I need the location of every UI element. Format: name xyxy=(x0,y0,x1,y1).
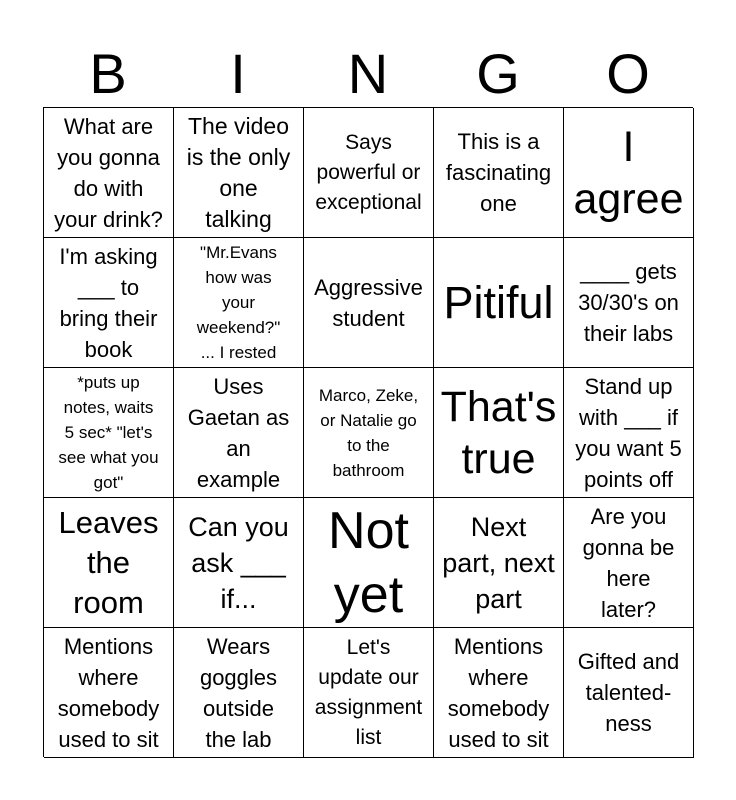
cell-text: Stand up with ___ if you want 5 points off xyxy=(575,373,682,492)
bingo-cell[interactable] xyxy=(44,498,174,628)
cell-text: Says powerful or exceptional xyxy=(315,130,422,214)
header-letter-i: I xyxy=(230,42,246,105)
bingo-cell[interactable] xyxy=(434,238,564,368)
bingo-cell[interactable] xyxy=(564,108,694,238)
bingo-cell[interactable] xyxy=(434,498,564,628)
bingo-cell[interactable] xyxy=(174,368,304,498)
bingo-cell[interactable] xyxy=(44,628,174,758)
cell-text: Mentions where somebody used to sit xyxy=(57,633,160,752)
cell-text: Can you ask ___ if... xyxy=(188,511,289,614)
cell-text: What are you gonna do with your drink? xyxy=(54,113,163,232)
cell-text: Let's update our assignment list xyxy=(314,635,423,749)
bingo-cell[interactable] xyxy=(44,238,174,368)
bingo-cell[interactable] xyxy=(174,108,304,238)
cell-text: Uses Gaetan as an example xyxy=(187,373,290,492)
bingo-cell[interactable] xyxy=(304,368,434,498)
bingo-cell[interactable] xyxy=(434,628,564,758)
cell-text: That's true xyxy=(440,382,557,483)
cell-text: Aggressive student xyxy=(314,274,423,331)
cell-text: Gifted and talented- ness xyxy=(577,649,680,736)
bingo-cell[interactable] xyxy=(174,238,304,368)
cell-text: Mentions where somebody used to sit xyxy=(447,633,550,752)
bingo-cell[interactable] xyxy=(304,628,434,758)
bingo-cell[interactable] xyxy=(304,238,434,368)
bingo-cell[interactable] xyxy=(434,108,564,238)
cell-text: I'm asking ___ to bring their book xyxy=(59,243,158,362)
bingo-cell[interactable] xyxy=(304,108,434,238)
bingo-cell[interactable] xyxy=(174,498,304,628)
cell-text: Pitiful xyxy=(443,277,554,328)
cell-text: This is a fascinating one xyxy=(445,129,552,216)
bingo-cell[interactable] xyxy=(434,368,564,498)
bingo-cell[interactable] xyxy=(44,368,174,498)
cell-text: Next part, next part xyxy=(442,511,555,614)
header-letter-n: N xyxy=(347,42,389,105)
bingo-cell[interactable] xyxy=(564,368,694,498)
cell-text: ____ gets 30/30's on their labs xyxy=(578,259,679,346)
bingo-grid xyxy=(43,107,693,757)
cell-text: Wears goggles outside the lab xyxy=(199,633,278,752)
cell-text: *puts up notes, waits 5 sec* "let's see what you got" xyxy=(58,373,159,492)
bingo-cell[interactable] xyxy=(564,628,694,758)
cell-text: Marco, Zeke, or Natalie go to the bathroom xyxy=(318,385,419,480)
bingo-cell[interactable] xyxy=(44,108,174,238)
bingo-cell[interactable] xyxy=(174,628,304,758)
cell-text: The video is the only one talking xyxy=(186,112,291,232)
cell-text: "Mr.Evans how was your weekend?" ... I rested xyxy=(196,243,281,362)
cell-text: Are you gonna be here later? xyxy=(582,503,675,622)
bingo-cell[interactable] xyxy=(304,498,434,628)
cell-text: Leaves the room xyxy=(58,504,159,620)
cell-text: I agree xyxy=(573,122,684,223)
bingo-header xyxy=(43,40,693,108)
header-letter-g: G xyxy=(476,42,520,105)
bingo-cell[interactable] xyxy=(564,498,694,628)
header-letter-b: B xyxy=(89,42,127,105)
header-letter-o: O xyxy=(606,42,650,105)
bingo-cell[interactable] xyxy=(564,238,694,368)
cell-text: Not yet xyxy=(328,501,409,624)
